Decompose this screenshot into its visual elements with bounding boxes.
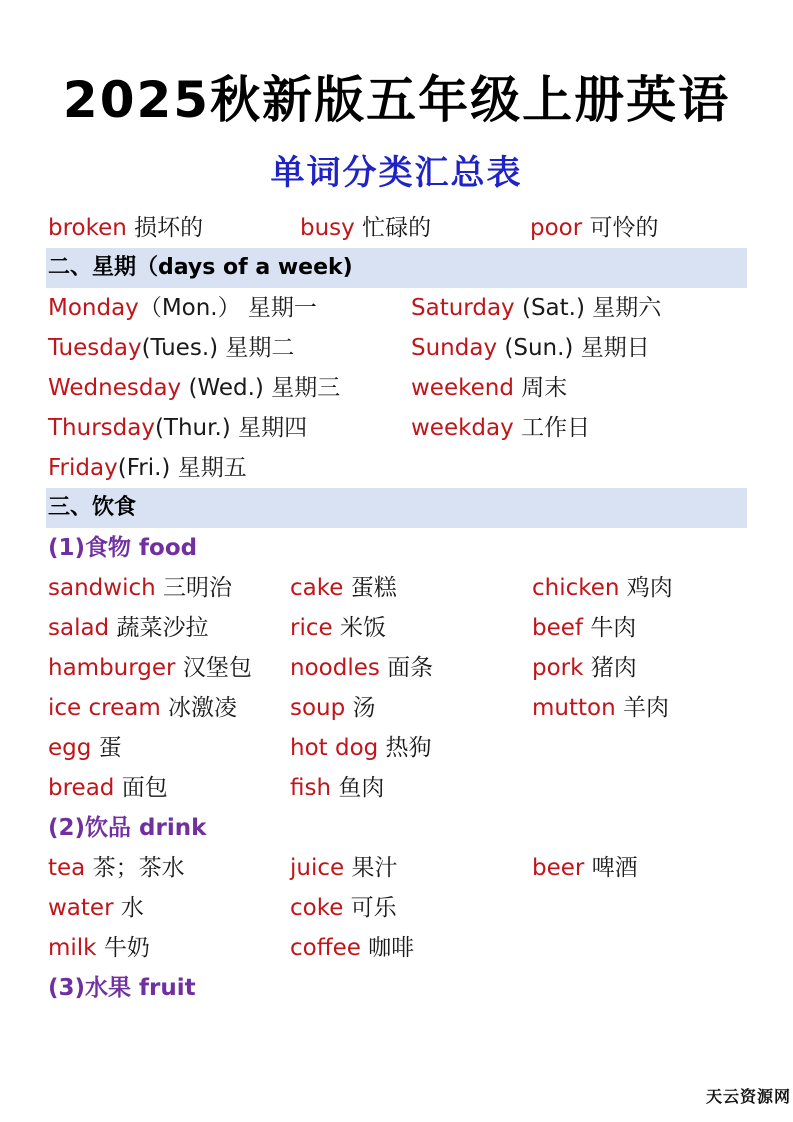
chinese-meaning: 蛋糕 [343, 575, 397, 601]
english-word: Thursday [48, 415, 155, 441]
english-word: salad [48, 615, 110, 641]
chinese-meaning: 羊肉 [615, 695, 669, 721]
chinese-meaning: 咖啡 [360, 935, 415, 961]
chinese-meaning: 星期五 [177, 455, 247, 481]
chinese-meaning: 星期二 [225, 335, 295, 361]
english-word: Monday [48, 295, 139, 321]
english-word: fish [290, 775, 332, 801]
english-word: poor [530, 215, 583, 241]
chinese-meaning: 忙碌的 [362, 215, 432, 241]
subheading-drink: (2)饮品 drink [48, 815, 207, 841]
abbreviation: （Mon.） [138, 295, 241, 321]
abbreviation: (Thur.) [154, 415, 239, 441]
word-entry [411, 408, 590, 448]
english-word: weekday [411, 415, 514, 441]
abbreviation: (Sat.) [514, 295, 585, 321]
subheading-food: (1)食物 food [48, 535, 198, 561]
chinese-meaning: 面包 [114, 775, 168, 801]
word-entry [48, 328, 294, 368]
word-row [48, 768, 748, 808]
english-word: chicken [532, 575, 620, 601]
chinese-meaning: 蛋 [91, 735, 122, 761]
word-entry [48, 208, 203, 248]
day-row [48, 368, 748, 408]
word-row [48, 928, 748, 968]
word-row [48, 888, 748, 928]
section-heading-food-drink: 三、饮食 [46, 488, 747, 528]
word-entry [48, 848, 185, 888]
word-entry [290, 728, 432, 768]
chinese-meaning: 牛奶 [96, 935, 150, 961]
english-word: Sunday [411, 335, 498, 361]
abbreviation: (Wed.) [181, 375, 264, 401]
english-word: mutton [532, 695, 616, 721]
chinese-meaning: 星期六 [584, 295, 662, 321]
word-row [48, 728, 748, 768]
chinese-meaning: 可乐 [343, 895, 397, 921]
word-entry [48, 608, 208, 648]
english-word: juice [290, 855, 345, 881]
day-row [48, 328, 748, 368]
word-entry [300, 208, 431, 248]
word-row [48, 608, 748, 648]
day-row [48, 288, 748, 328]
chinese-meaning: 果汁 [344, 855, 398, 881]
english-word: Saturday [411, 295, 515, 321]
word-entry [530, 208, 659, 248]
chinese-meaning: 水 [113, 895, 144, 921]
chinese-meaning: 猪肉 [583, 655, 637, 681]
day-row [48, 448, 748, 488]
english-word: coke [290, 895, 344, 921]
word-entry [411, 288, 661, 328]
english-word: sandwich [48, 575, 156, 601]
english-word: ice cream [48, 695, 161, 721]
english-word: water [48, 895, 114, 921]
word-entry [48, 888, 144, 928]
word-entry [290, 568, 397, 608]
adjective-row [48, 208, 748, 248]
day-row [48, 408, 748, 448]
word-entry [532, 608, 636, 648]
word-row [48, 688, 748, 728]
english-word: beer [532, 855, 585, 881]
page-title: 2025秋新版五年级上册英语 [62, 71, 731, 129]
abbreviation: (Sun.) [497, 335, 581, 361]
english-word: Tuesday [48, 335, 142, 361]
word-row [48, 848, 748, 888]
word-entry [411, 328, 650, 368]
page-subtitle: 单词分类汇总表 [270, 153, 523, 193]
word-entry [48, 288, 317, 328]
word-entry [532, 648, 637, 688]
english-word: noodles [290, 655, 380, 681]
chinese-meaning: 啤酒 [584, 855, 638, 881]
chinese-meaning: 星期四 [238, 415, 308, 441]
english-word: tea [48, 855, 86, 881]
chinese-meaning: 可怜的 [589, 215, 659, 241]
chinese-meaning: 星期三 [263, 375, 341, 401]
chinese-meaning: 茶；茶水 [85, 855, 185, 881]
word-entry [290, 888, 397, 928]
chinese-meaning: 蔬菜沙拉 [109, 615, 209, 641]
word-entry [411, 368, 567, 408]
chinese-meaning: 鱼肉 [331, 775, 385, 801]
english-word: beef [532, 615, 583, 641]
english-word: Friday [48, 455, 118, 481]
english-word: Wednesday [48, 375, 182, 401]
chinese-meaning: 损坏的 [134, 215, 204, 241]
english-word: broken [48, 215, 127, 241]
subheading-fruit: (3)水果 fruit [48, 975, 196, 1001]
english-word: pork [532, 655, 584, 681]
english-word: soup [290, 695, 346, 721]
english-word: rice [290, 615, 333, 641]
word-entry [48, 728, 122, 768]
chinese-meaning: 米饭 [332, 615, 386, 641]
word-entry [48, 448, 247, 488]
word-entry [48, 648, 252, 688]
word-entry [290, 928, 414, 968]
word-entry [48, 368, 340, 408]
word-entry [48, 768, 168, 808]
abbreviation: (Fri.) [117, 455, 178, 481]
english-word: coffee [290, 935, 361, 961]
chinese-meaning: 冰激凌 [160, 695, 238, 721]
watermark: 天云资源网 [705, 1087, 791, 1106]
word-entry [48, 928, 150, 968]
word-entry [48, 568, 232, 608]
chinese-meaning: 星期日 [580, 335, 650, 361]
abbreviation [514, 415, 521, 441]
word-entry [48, 688, 237, 728]
word-entry [532, 568, 673, 608]
english-word: bread [48, 775, 115, 801]
word-entry [290, 648, 433, 688]
word-entry [290, 848, 397, 888]
word-entry [290, 608, 386, 648]
english-word: hot dog [290, 735, 379, 761]
abbreviation: (Tues.) [141, 335, 226, 361]
chinese-meaning: 鸡肉 [619, 575, 673, 601]
english-word: cake [290, 575, 344, 601]
word-row [48, 648, 748, 688]
english-word: hamburger [48, 655, 176, 681]
chinese-meaning: 牛肉 [583, 615, 637, 641]
word-entry [48, 408, 307, 448]
word-entry [532, 848, 638, 888]
english-word: weekend [411, 375, 514, 401]
chinese-meaning: 周末 [521, 375, 568, 401]
word-entry [290, 688, 376, 728]
chinese-meaning: 星期一 [240, 295, 317, 321]
chinese-meaning: 三明治 [155, 575, 232, 601]
word-entry [290, 768, 384, 808]
word-row [48, 568, 748, 608]
word-entry [532, 688, 669, 728]
english-word: busy [300, 215, 355, 241]
english-word: milk [48, 935, 97, 961]
chinese-meaning: 热狗 [378, 735, 432, 761]
chinese-meaning: 面条 [379, 655, 434, 681]
chinese-meaning: 汉堡包 [175, 655, 252, 681]
section-heading-days: 二、星期（days of a week) [46, 248, 747, 288]
chinese-meaning: 汤 [345, 695, 376, 721]
english-word: egg [48, 735, 92, 761]
chinese-meaning: 工作日 [521, 415, 591, 441]
